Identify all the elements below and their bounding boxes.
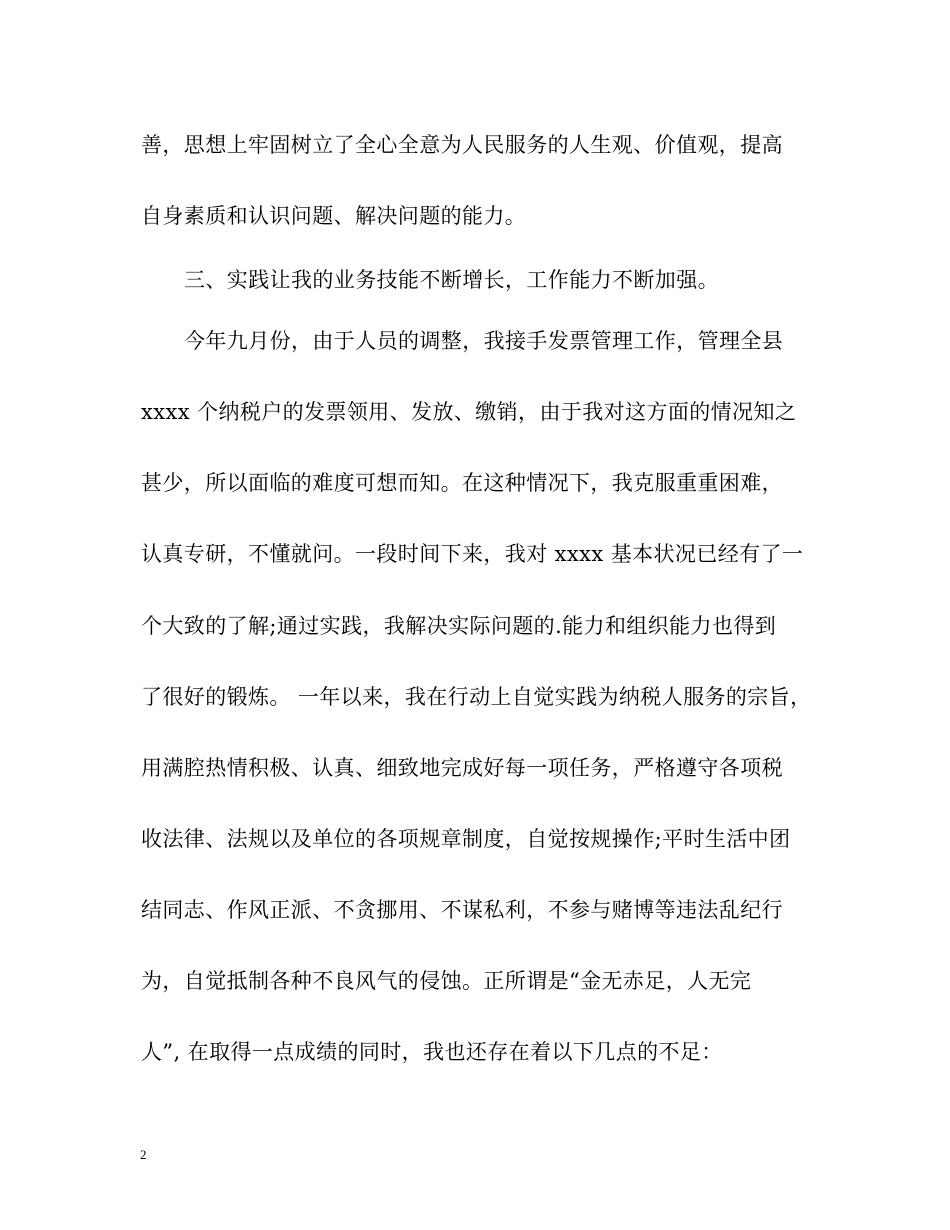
text-line: 个大致的了解;通过实践，我解决实际问题的.能力和组织能力也得到 bbox=[141, 614, 777, 638]
text-line: 了很好的锻炼。 一年以来，我在行动上自觉实践为纳税人服务的宗旨， bbox=[141, 685, 812, 709]
text-line: 甚少，所以面临的难度可想而知。在这种情况下，我克服重重困难， bbox=[141, 471, 783, 495]
text-line: xxxx 个纳税户的发票领用、发放、缴销，由于我对这方面的情况知之 bbox=[141, 400, 797, 424]
text-line: 人”, 在取得一点成绩的同时，我也还存在着以下几点的不足： bbox=[141, 1040, 723, 1064]
text-line: 自身素质和认识问题、解决问题的能力。 bbox=[141, 204, 527, 228]
paragraph-first-line: 今年九月份，由于人员的调整，我接手发票管理工作，管理全县 bbox=[184, 329, 784, 353]
section-heading: 三、实践让我的业务技能不断增长，工作能力不断加强。 bbox=[184, 268, 719, 292]
page-number: 2 bbox=[140, 1147, 147, 1162]
text-line: 认真专研，不懂就问。一段时间下来，我对 xxxx 基本状况已经有了一 bbox=[141, 542, 804, 566]
text-line: 为，自觉抵制各种不良风气的侵蚀。正所谓是“金无赤足，人无完 bbox=[141, 969, 752, 993]
text-line: 用满腔热情积极、认真、细致地完成好每一项任务，严格遵守各项税 bbox=[141, 756, 783, 780]
text-line: 结同志、作风正派、不贪挪用、不谋私利，不参与赌博等违法乱纪行 bbox=[141, 898, 783, 922]
text-line: 善，思想上牢固树立了全心全意为人民服务的人生观、价值观，提高 bbox=[141, 133, 783, 157]
text-line: 收法律、法规以及单位的各项规章制度，自觉按规操作;平时生活中团 bbox=[141, 827, 791, 851]
